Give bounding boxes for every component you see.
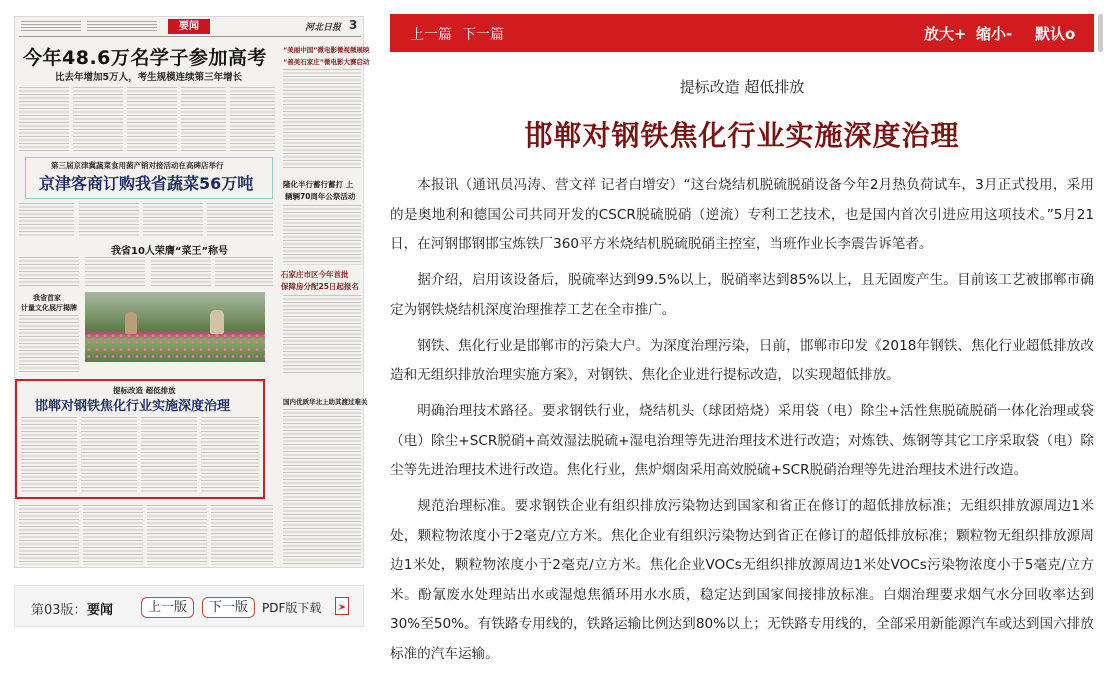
photo-figure xyxy=(125,312,137,334)
photo-flowers xyxy=(85,332,265,362)
thumb-side-head: 隆化半行蓄行蓄打 上 xyxy=(283,180,354,189)
page-name: 要闻 xyxy=(87,603,114,618)
article-paragraph: 本报讯（通讯员冯涛、营文祥 记者白增安）“这台烧结机脱硫脱硝设备今年2月热负荷试车，3月正式投用，采用的是奥地利和德国公司共同开发的CSCR脱硫脱硝（逆流）专利工艺技术，也是国内首次引进应用这项技术。”5月21日，在河钢邯钢邯宝炼铁厂360平方米烧结机脱硫脱硝主控室，当班作业长李震告诉笔者。 xyxy=(390,177,1094,252)
newspaper-logo: 河北日报 xyxy=(305,23,342,33)
zoom-in-button[interactable]: 放大+ xyxy=(924,25,967,43)
photo-figure xyxy=(210,310,224,334)
section-label: 要闻 xyxy=(168,19,210,34)
scrollbar[interactable] xyxy=(1098,14,1103,52)
article-paragraph: 明确治理技术路径。要求钢铁行业，烧结机头（球团焙烧）采用袋（电）除尘+活性焦脱硫脱硝一体化治理或袋（电）除尘+SCR脱硝+高效湿法脱硫+湿电治理等先进治理技术进行改造；对炼铁、炼钢等其它工序采取袋（电）除尘等先进治理技术进行改造。焦化行业，焦炉烟囱采用高效脱硫+SCR脱硝治理等先进治理技术进行改造。 xyxy=(390,403,1094,478)
text-column xyxy=(19,315,79,373)
article-body xyxy=(390,171,1094,676)
text-column xyxy=(201,417,259,493)
article-paragraph: 据介绍，启用该设备后，脱硫率达到99.5%以上，脱硝率达到85%以上，且无固废产生。目前该工艺被邯郸市确定为钢铁烧结机深度治理推荐工艺在全市推广。 xyxy=(390,272,1094,318)
article-kicker: 提标改造 超低排放 xyxy=(679,78,805,96)
page-thumbnail-panel xyxy=(0,0,375,644)
prev-article-link[interactable]: 上一篇 xyxy=(410,27,452,43)
masthead xyxy=(15,17,365,37)
article-toolbar xyxy=(390,14,1094,52)
text-column xyxy=(85,257,145,287)
text-column xyxy=(147,505,207,565)
thumb-side-head: “美丽中国”微电影微视频展映 xyxy=(283,46,370,54)
text-column xyxy=(127,87,177,152)
text-column xyxy=(283,295,361,375)
thumb-photo xyxy=(85,292,265,362)
text-column xyxy=(283,205,361,265)
next-page-button[interactable]: 下一版 xyxy=(202,597,255,618)
text-column xyxy=(83,505,143,565)
masthead-small-text xyxy=(87,21,157,33)
text-column xyxy=(143,203,203,238)
next-article-link[interactable]: 下一篇 xyxy=(462,27,504,43)
thumb-side-head: “善美石家庄”微电影大赛启动 xyxy=(283,58,370,66)
text-column xyxy=(215,257,273,287)
pdf-icon[interactable] xyxy=(335,597,349,615)
article-paragraph: 钢铁、焦化行业是邯郸市的污染大户。为深度治理污染，日前，邯郸市印发《2018年钢铁、焦化行业超低排放改造和无组织排放治理实施方案》，对钢铁、焦化企业进行提标改造，以实现超低排放。 xyxy=(390,337,1094,383)
text-column xyxy=(207,203,273,238)
thumb-side-head: 石家庄市区今年首批 xyxy=(281,270,349,279)
divider xyxy=(19,36,361,37)
thumb-side-head: 保障房分配25日起报名 xyxy=(281,282,359,291)
thumb-side-head: 辆辆70周年公祭活动 xyxy=(285,192,356,201)
page-number: 3 xyxy=(349,18,358,32)
thumb-mid-headline: 京津客商订购我省蔬菜56万吨 xyxy=(39,174,254,193)
text-column xyxy=(141,417,197,493)
newspaper-page-image[interactable] xyxy=(14,16,370,568)
thumb-box-kicker: 提标改造 超低排放 xyxy=(113,386,176,395)
masthead-small-text xyxy=(21,21,81,33)
text-column xyxy=(283,69,361,169)
text-column xyxy=(211,505,273,565)
zoom-out-button[interactable]: 缩小- xyxy=(976,25,1013,43)
text-column xyxy=(283,409,361,565)
text-column xyxy=(81,417,137,493)
text-column xyxy=(19,87,69,152)
thumb-small-head: 我省首家 xyxy=(33,294,61,302)
text-column xyxy=(151,257,211,287)
text-column xyxy=(19,257,79,287)
thumb-subheadline: 比去年增加5万人，考生规模连续第三年增长 xyxy=(55,72,243,83)
text-column xyxy=(73,87,123,152)
text-column xyxy=(19,505,79,565)
zoom-reset-button[interactable]: 默认o xyxy=(1035,25,1076,43)
text-column xyxy=(181,87,226,152)
text-column xyxy=(230,87,275,152)
article-title: 邯郸对钢铁焦化行业实施深度治理 xyxy=(524,119,960,152)
text-column xyxy=(21,417,77,493)
thumb-box-headline: 邯郸对钢铁焦化行业实施深度治理 xyxy=(35,399,231,414)
page-navigation-bar xyxy=(14,585,364,627)
thumb-mid-headline-2: 我省10人荣膺“菜王”称号 xyxy=(111,246,229,257)
thumb-main-headline: 今年48.6万名学子参加高考 xyxy=(23,47,267,69)
thumb-selected-article-box[interactable] xyxy=(15,379,265,499)
thumb-kicker: 第三届京津冀蔬菜食用菌产销对接活动在高碑店举行 xyxy=(51,161,224,170)
text-column xyxy=(19,203,74,238)
thumb-side-head: 国内优质华北上助其渡过难关 xyxy=(283,398,368,406)
prev-page-button[interactable]: 上一版 xyxy=(141,597,194,618)
text-column xyxy=(79,203,139,238)
article-paragraph: 规范治理标准。要求钢铁企业有组织排放污染物达到国家和省正在修订的超低排放标准；无组织排放源周边1米处，颗粒物浓度小于2毫克/立方米。焦化企业有组织污染物达到省正在修订的超低排放标准；颗粒物无组织排放源周边1米处，颗粒物浓度小于2毫克/立方米。焦化企业VOCs无组织排放源周边1米处VOCs污染物浓度小于5毫克/立方米。酚氰废水处理站出水或湿熄焦循环用水水质，稳定达到国家间接排放标准。白烟治理要求烟气水分回收率达到30%至50%。有铁路专用线的，铁路运输比例达到80%以上；无铁路专用线的，全部采用新能源汽车或达到国六排放标准的汽车运输。 xyxy=(390,498,1094,662)
page-label: 第03版： xyxy=(31,603,87,618)
pdf-download-link[interactable]: PDF版下载 xyxy=(262,601,322,615)
thumb-small-head: 计量文化展厅揭牌 xyxy=(21,304,77,312)
